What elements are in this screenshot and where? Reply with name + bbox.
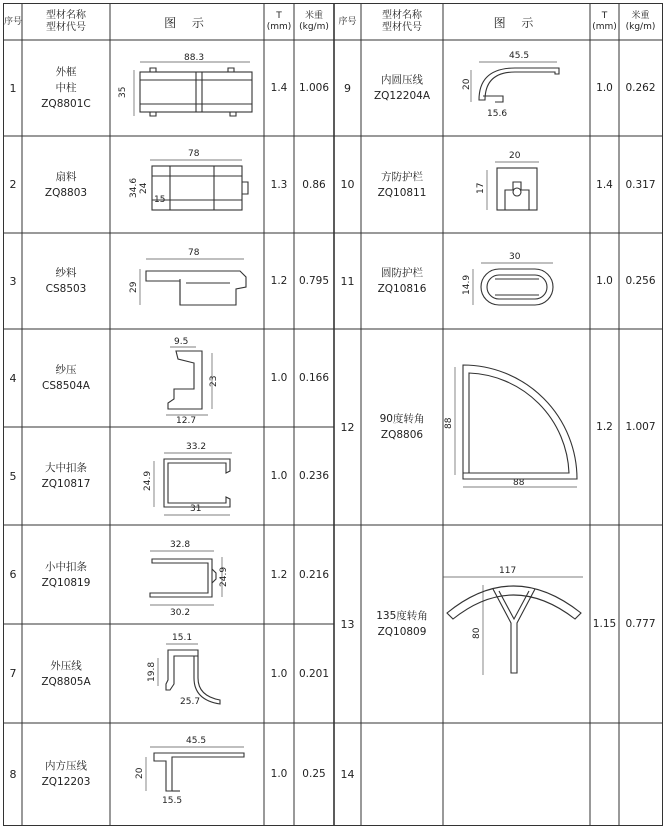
row-number: 10 [340, 178, 355, 191]
svg-text:30.2: 30.2 [170, 608, 191, 618]
svg-text:88.3: 88.3 [184, 53, 205, 63]
svg-text:78: 78 [188, 248, 200, 258]
thickness-value: 1.3 [270, 178, 288, 191]
svg-text:15: 15 [154, 195, 166, 205]
row-number: 6 [9, 568, 17, 581]
svg-text:25.7: 25.7 [180, 697, 201, 707]
svg-text:34.6: 34.6 [129, 177, 139, 198]
svg-text:20: 20 [462, 78, 472, 90]
svg-text:24: 24 [139, 182, 149, 194]
header-seq: 序号 [338, 16, 357, 27]
profile-drawing-ZQ10809 [443, 525, 590, 723]
profile-drawing-ZQ8803 [110, 136, 264, 233]
row-number: 2 [9, 178, 17, 191]
thickness-value: 1.2 [270, 275, 288, 287]
header-figure: 图 示 [164, 15, 210, 30]
weight-value: 0.777 [625, 618, 656, 630]
header-figure: 图 示 [493, 15, 540, 30]
row-number: 4 [9, 371, 17, 385]
thickness-value: 1.15 [592, 618, 617, 630]
row-number: 1 [9, 81, 17, 95]
row-number: 11 [340, 274, 355, 288]
profile-name: 扇料 ZQ8803 [44, 170, 88, 199]
row-number: 12 [340, 420, 355, 434]
weight-value: 0.236 [298, 470, 330, 482]
svg-text:30: 30 [509, 252, 521, 262]
profile-name: 方防护栏 ZQ10811 [377, 170, 427, 199]
weight-value: 0.256 [625, 275, 656, 287]
profile-name: 纱料 CS8503 [45, 267, 87, 295]
thickness-value [590, 723, 619, 825]
svg-text:14.9: 14.9 [462, 274, 472, 295]
weight-value: 1.006 [298, 82, 330, 94]
svg-text:78: 78 [188, 149, 200, 159]
svg-text:24.9: 24.9 [143, 470, 153, 491]
header-weight: 米重 (kg/m) [625, 11, 656, 32]
header-seq: 序号 [4, 16, 23, 27]
svg-text:20: 20 [509, 151, 521, 161]
svg-text:17: 17 [476, 182, 486, 194]
weight-value: 0.201 [298, 667, 330, 680]
thickness-value: 1.0 [270, 372, 288, 384]
svg-text:117: 117 [499, 566, 517, 576]
thickness-value: 1.0 [270, 667, 288, 680]
svg-text:19.8: 19.8 [147, 661, 157, 682]
profile-drawing-ZQ10819 [110, 525, 264, 624]
weight-value [619, 723, 662, 825]
thickness-value: 1.4 [596, 178, 613, 191]
profile-drawing-CS8503 [110, 233, 264, 329]
svg-text:15.5: 15.5 [162, 796, 183, 806]
weight-value: 0.216 [298, 568, 330, 581]
svg-text:35: 35 [118, 86, 128, 98]
weight-value: 0.795 [298, 275, 330, 287]
row-number: 5 [9, 469, 17, 483]
profile-name: 135度转角 ZQ10809 [376, 610, 428, 638]
profile-drawing-ZQ10817 [110, 427, 264, 525]
header-name: 型材名称 型材代号 [382, 10, 422, 33]
svg-text:80: 80 [472, 627, 482, 639]
svg-text:45.5: 45.5 [509, 51, 530, 61]
thickness-value: 1.0 [596, 82, 613, 94]
profile-name: 90度转角 ZQ8806 [379, 413, 425, 441]
row-number: 14 [340, 767, 355, 781]
weight-value: 0.317 [625, 178, 656, 191]
profile-name: 圆防护栏 ZQ10816 [377, 267, 427, 295]
profile-drawing-ZQ8805A [110, 624, 264, 723]
row-number: 13 [340, 617, 355, 631]
svg-text:31: 31 [190, 504, 202, 514]
profile-drawing-ZQ12203 [110, 723, 264, 825]
profile-name: 外框 中柱 ZQ8801C [41, 66, 91, 110]
profile-drawing-ZQ10811 [443, 136, 590, 233]
row-number: 3 [9, 274, 17, 288]
profile-name: 外压线 ZQ8805A [41, 659, 91, 688]
svg-text:15.6: 15.6 [487, 109, 508, 119]
profile-name: 纱压 CS8504A [42, 364, 90, 392]
profile-drawing-CS8504A [110, 329, 264, 427]
thickness-value: 1.0 [270, 768, 288, 780]
svg-text:9.5: 9.5 [174, 337, 189, 347]
weight-value: 1.007 [625, 421, 656, 433]
svg-text:88: 88 [444, 417, 454, 429]
svg-text:33.2: 33.2 [186, 442, 207, 452]
svg-text:88: 88 [513, 478, 525, 488]
weight-value: 0.25 [302, 768, 326, 780]
thickness-value: 1.0 [270, 470, 288, 482]
svg-text:32.8: 32.8 [170, 540, 191, 550]
row-number: 7 [9, 667, 17, 680]
header-thickness: T (mm) [266, 11, 292, 32]
thickness-value: 1.4 [270, 82, 288, 94]
profile-name: 内方压线 ZQ12203 [41, 760, 91, 788]
profile-drawing-ZQ8801C [110, 40, 264, 136]
svg-text:24.9: 24.9 [219, 566, 229, 587]
weight-value: 0.86 [302, 178, 326, 191]
weight-value: 0.166 [298, 372, 330, 384]
svg-text:15.1: 15.1 [172, 633, 193, 643]
svg-text:45.5: 45.5 [186, 736, 207, 746]
profile-name-empty [361, 723, 443, 825]
thickness-value: 1.2 [596, 421, 613, 433]
thickness-value: 1.2 [270, 568, 288, 581]
profile-drawing-ZQ8806 [443, 329, 590, 525]
profile-drawing-ZQ10816 [443, 233, 590, 329]
row-number: 8 [9, 767, 17, 781]
weight-value: 0.262 [625, 82, 656, 94]
profile-name: 小中扣条 ZQ10819 [41, 560, 91, 589]
header-thickness: T (mm) [592, 11, 617, 32]
row-number: 9 [344, 81, 351, 95]
profile-name: 内圆压线 ZQ12204A [373, 74, 431, 102]
thickness-value: 1.0 [596, 275, 613, 287]
profile-drawing-ZQ12204A [443, 40, 590, 136]
svg-text:29: 29 [129, 281, 139, 293]
svg-text:23: 23 [209, 375, 219, 387]
header-name: 型材名称 型材代号 [46, 10, 86, 33]
header-weight: 米重 (kg/m) [299, 11, 329, 32]
profile-name: 大中扣条 ZQ10817 [41, 462, 91, 490]
svg-text:20: 20 [135, 767, 145, 779]
svg-text:12.7: 12.7 [176, 416, 197, 426]
